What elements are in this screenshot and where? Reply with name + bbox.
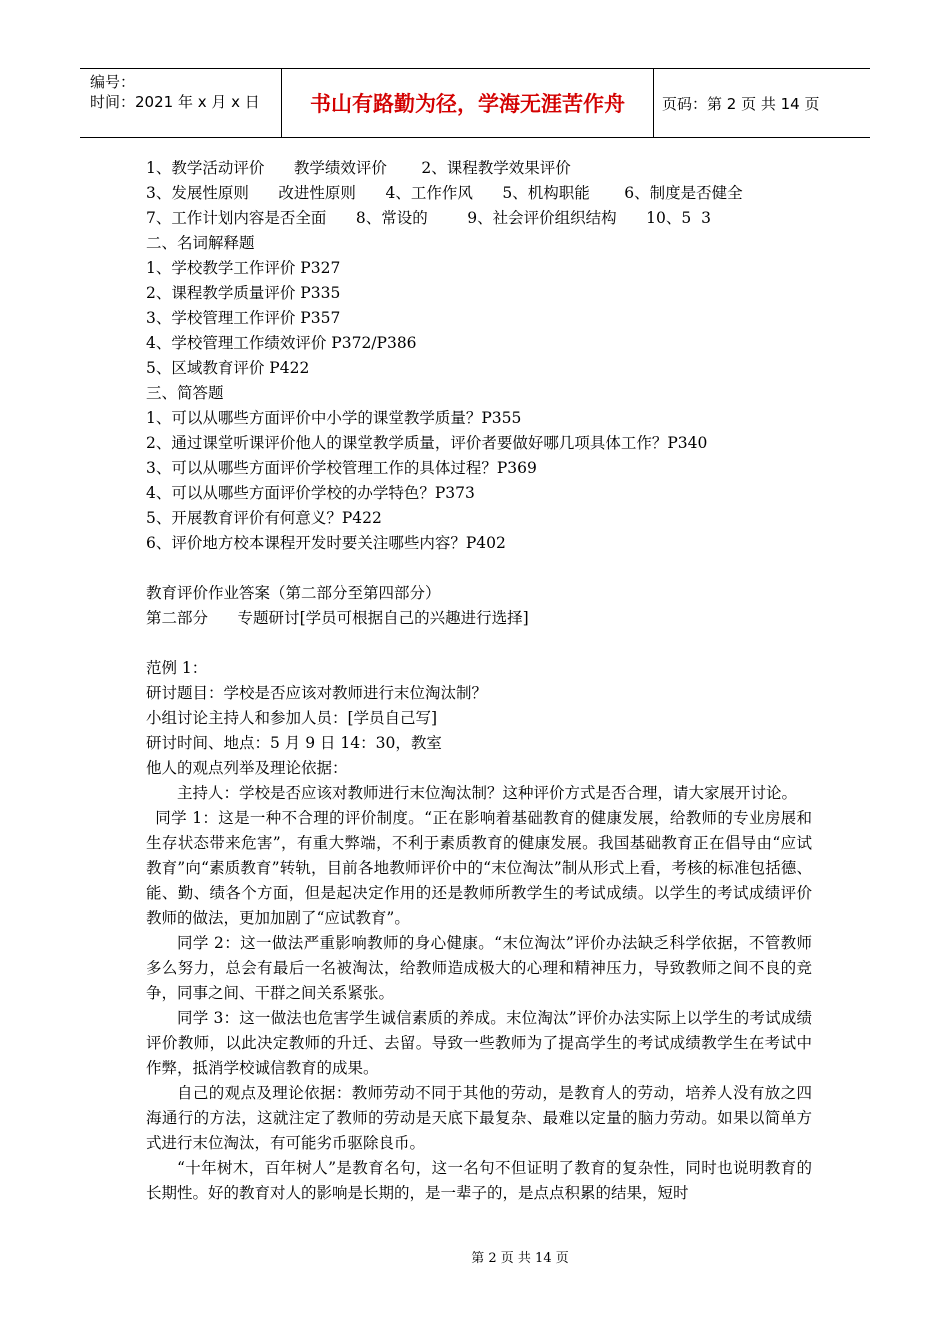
answer-line: 4、学校管理工作绩效评价 P372/P386 xyxy=(146,334,417,352)
answer-line: 3、发展性原则 改进性原则 4、工作作风 5、机构职能 6、制度是否健全 xyxy=(146,184,743,202)
section-heading: 二、名词解释题 xyxy=(146,234,255,252)
example-line: 研讨题目：学校是否应该对教师进行末位淘汰制？ xyxy=(146,684,488,702)
paragraph-student-1: 同学 1：这是一种不合理的评价制度。“正在影响着基础教育的健康发展，给教师的专业房展和生存状态带来危害”，有重大弊端，不利于素质教育的健康发展。我国基础教育正在倡导由“应试教育”向“素质教育”转轨，目前各地教师评价中的“末位淘汰”制从形式上看，考核的标准包括德、能、勤、绩各个方面，但是起决定作用的还是教师所教学生的考试成绩。以学生的考试成绩评价教师的做法，更加加剧了“应试教育”。 xyxy=(146,809,812,927)
page-footer: 第 2 页 共 14 页 xyxy=(471,1251,569,1266)
document-body xyxy=(146,156,812,1206)
header-motto: 书山有路勤为径，学海无涯苦作舟 xyxy=(282,69,654,137)
answer-line: 2、课程教学质量评价 P335 xyxy=(146,284,341,302)
answer-line: 2、通过课堂听课评价他人的课堂教学质量，评价者要做好哪几项具体工作？P340 xyxy=(146,434,708,452)
paragraph-student-2: 同学 2：这一做法严重影响教师的身心健康。“末位淘汰”评价办法缺乏科学依据，不管教师多么努力，总会有最后一名被淘汰，给教师造成极大的心理和精神压力，导致教师之间不良的竞争，同事之间、干群之间关系紧张。 xyxy=(146,934,812,1002)
header-table xyxy=(80,68,870,138)
section-title: 第二部分 专题研讨[学员可根据自己的兴趣进行选择] xyxy=(146,609,529,627)
header-page-info: 页码：第 2 页 共 14 页 xyxy=(662,94,820,113)
paragraph-last: “十年树木，百年树人”是教育名句，这一名句不但证明了教育的复杂性，同时也说明教育的长期性。好的教育对人的影响是长期的，是一辈子的，是点点积累的结果，短时 xyxy=(146,1159,812,1202)
section-heading: 三、简答题 xyxy=(146,384,224,402)
answer-line: 1、可以从哪些方面评价中小学的课堂教学质量？P355 xyxy=(146,409,522,427)
header-meta xyxy=(80,69,282,137)
section-title: 教育评价作业答案（第二部分至第四部分） xyxy=(146,584,441,602)
answer-line: 1、学校教学工作评价 P327 xyxy=(146,259,341,277)
paragraph-student-3: 同学 3：这一做法也危害学生诚信素质的养成。末位淘汰”评价办法实际上以学生的考试成绩评价教师，以此决定教师的升迁、去留。导致一些教师为了提高学生的考试成绩教学生在考试中作弊，抵消学校诚信教育的成果。 xyxy=(146,1009,812,1077)
answer-line: 1、教学活动评价 教学绩效评价 2、课程教学效果评价 xyxy=(146,159,571,177)
answer-line: 3、可以从哪些方面评价学校管理工作的具体过程？P369 xyxy=(146,459,537,477)
answer-line: 5、区域教育评价 P422 xyxy=(146,359,310,377)
example-line: 范例 1： xyxy=(146,659,208,677)
example-line: 他人的观点列举及理论依据： xyxy=(146,759,348,777)
time-label: 时间：2021 年 x 月 x 日 xyxy=(90,93,260,111)
paragraph-host: 主持人：学校是否应该对教师进行末位淘汰制？这种评价方式是否合理，请大家展开讨论。 xyxy=(177,784,798,802)
example-line: 研讨时间、地点：5 月 9 日 14：30，教室 xyxy=(146,734,442,752)
answer-line: 7、工作计划内容是否全面 8、常设的 9、社会评价组织结构 10、5 3 xyxy=(146,209,711,227)
paragraph-own-view: 自己的观点及理论依据：教师劳动不同于其他的劳动，是教育人的劳动，培养人没有放之四海通行的方法，这就注定了教师的劳动是天底下最复杂、最难以定量的脑力劳动。如果以简单方式进行末位淘汰，有可能劣币驱除良币。 xyxy=(146,1084,812,1152)
answer-line: 5、开展教育评价有何意义？P422 xyxy=(146,509,382,527)
example-line: 小组讨论主持人和参加人员：[学员自己写] xyxy=(146,709,438,727)
number-label: 编号： xyxy=(90,73,136,91)
answer-line: 3、学校管理工作评价 P357 xyxy=(146,309,341,327)
answer-line: 4、可以从哪些方面评价学校的办学特色？P373 xyxy=(146,484,475,502)
answer-line: 6、评价地方校本课程开发时要关注哪些内容？P402 xyxy=(146,534,506,552)
